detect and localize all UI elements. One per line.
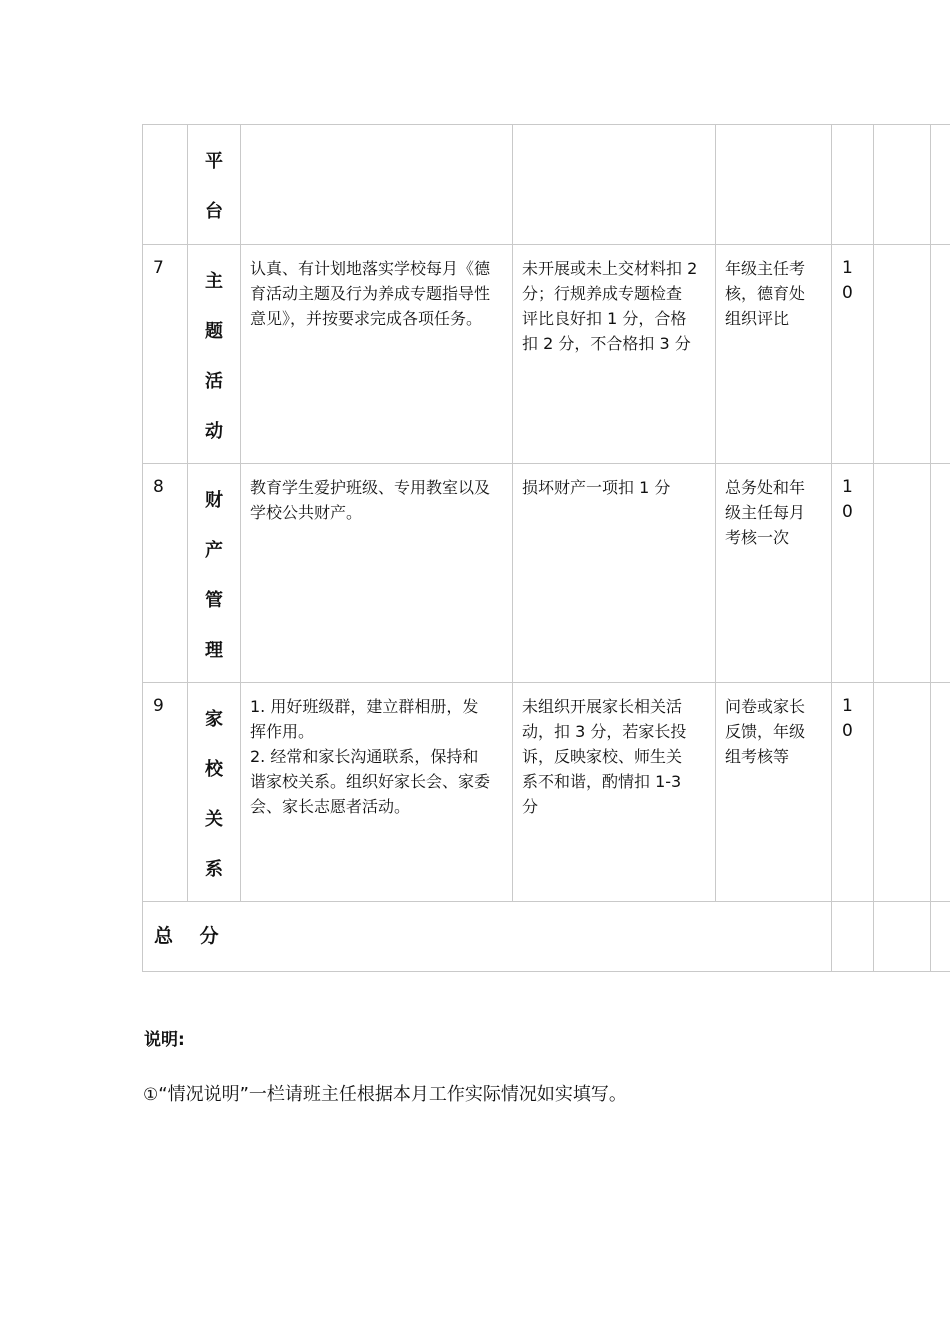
item-name-char: 系 <box>205 859 223 880</box>
standard-cell-line: 动，扣 3 分，若家长投 <box>522 722 687 741</box>
notes-title: 说明: <box>144 1030 185 1050</box>
standard-cell <box>513 245 716 464</box>
requirement-cell <box>241 245 513 464</box>
item-name <box>188 245 241 464</box>
evaluation-table <box>142 124 950 972</box>
standard-cell-line: 损坏财产一项扣 1 分 <box>522 478 671 497</box>
method-cell <box>716 464 832 683</box>
method-cell-line: 级主任每月 <box>725 503 806 522</box>
standard-cell-line: 未组织开展家长相关活 <box>522 697 683 716</box>
item-name-char: 主 <box>205 271 223 292</box>
score-cell <box>832 683 874 902</box>
standard-cell-line: 评比良好扣 1 分，合格 <box>522 309 687 328</box>
requirement-cell-line: 育活动主题及行为养成专题指导性 <box>250 284 491 303</box>
requirement-cell <box>241 683 513 902</box>
total-empty-cell-1 <box>874 902 931 972</box>
standard-cell <box>513 125 716 245</box>
method-cell-line: 问卷或家长 <box>725 697 806 716</box>
empty-cell-1 <box>874 683 931 902</box>
table-row <box>143 464 950 683</box>
item-name-char: 台 <box>205 201 223 222</box>
total-label: 总 分 <box>143 902 832 972</box>
requirement-cell-line: 1. 用好班级群，建立群相册，发 <box>250 697 479 716</box>
empty-cell-2 <box>931 683 950 902</box>
requirement-cell <box>241 464 513 683</box>
table-row <box>143 125 950 245</box>
row-number: 8 <box>143 464 188 683</box>
notes-line-1-text: “情况说明”一栏请班主任根据本月工作实际情况如实填写。 <box>158 1084 627 1105</box>
requirement-cell-line: 意见》，并按要求完成各项任务。 <box>250 309 483 328</box>
score-cell <box>832 464 874 683</box>
item-name <box>188 464 241 683</box>
row-number <box>143 125 188 245</box>
total-row <box>143 902 950 972</box>
item-name-char: 财 <box>205 490 223 511</box>
empty-cell-1 <box>874 245 931 464</box>
standard-cell <box>513 464 716 683</box>
method-cell-line: 总务处和年 <box>725 478 806 497</box>
total-score-cell <box>832 902 874 972</box>
table-row <box>143 683 950 902</box>
standard-cell <box>513 683 716 902</box>
item-name-char: 管 <box>205 590 223 611</box>
item-name-char: 产 <box>205 540 223 561</box>
method-cell <box>716 125 832 245</box>
empty-cell-1 <box>874 125 931 245</box>
score-cell <box>832 125 874 245</box>
method-cell-line: 反馈，年级 <box>725 722 806 741</box>
requirement-cell-line: 认真、有计划地落实学校每月《德 <box>250 259 491 278</box>
method-cell-line: 考核一次 <box>725 528 790 547</box>
requirement-cell-line: 谐家校关系。组织好家长会、家委 <box>250 772 491 791</box>
requirement-cell <box>241 125 513 245</box>
item-name-char: 活 <box>205 371 223 392</box>
standard-cell-line: 未开展或未上交材料扣 2 <box>522 259 698 278</box>
empty-cell-2 <box>931 464 950 683</box>
item-name-char: 题 <box>205 321 223 342</box>
item-name <box>188 125 241 245</box>
requirement-cell-line: 2. 经常和家长沟通联系，保持和 <box>250 747 479 766</box>
requirement-cell-line: 挥作用。 <box>250 722 315 741</box>
table-row <box>143 245 950 464</box>
item-name-char: 平 <box>205 151 223 172</box>
item-name-char: 校 <box>205 759 223 780</box>
notes-line-1 <box>143 1080 627 1106</box>
circled-one-marker: ① <box>143 1085 159 1105</box>
standard-cell-line: 分 <box>522 797 539 816</box>
score-digit: 1 <box>842 258 853 278</box>
item-name-char: 家 <box>205 709 223 730</box>
score-digit: 0 <box>842 283 853 303</box>
score-digit: 0 <box>842 721 853 741</box>
requirement-cell-line: 会、家长志愿者活动。 <box>250 797 411 816</box>
method-cell-line: 年级主任考 <box>725 259 806 278</box>
score-cell <box>832 245 874 464</box>
score-digit: 0 <box>842 502 853 522</box>
standard-cell-line: 系不和谐，酌情扣 1-3 <box>522 772 682 791</box>
score-digit: 1 <box>842 477 853 497</box>
empty-cell-2 <box>931 125 950 245</box>
standard-cell-line: 分；行规养成专题检查 <box>522 284 683 303</box>
total-empty-cell-2 <box>931 902 950 972</box>
item-name-char: 理 <box>205 640 223 661</box>
requirement-cell-line: 学校公共财产。 <box>250 503 363 522</box>
row-number: 9 <box>143 683 188 902</box>
empty-cell-1 <box>874 464 931 683</box>
item-name-char: 关 <box>205 809 223 830</box>
method-cell <box>716 683 832 902</box>
item-name <box>188 683 241 902</box>
method-cell-line: 核，德育处 <box>725 284 806 303</box>
empty-cell-2 <box>931 245 950 464</box>
method-cell-line: 组考核等 <box>725 747 790 766</box>
method-cell-line: 组织评比 <box>725 309 790 328</box>
item-name-char: 动 <box>205 421 223 442</box>
score-digit: 1 <box>842 696 853 716</box>
standard-cell-line: 诉，反映家校、师生关 <box>522 747 683 766</box>
standard-cell-line: 扣 2 分，不合格扣 3 分 <box>522 334 691 353</box>
row-number: 7 <box>143 245 188 464</box>
method-cell <box>716 245 832 464</box>
requirement-cell-line: 教育学生爱护班级、专用教室以及 <box>250 478 491 497</box>
